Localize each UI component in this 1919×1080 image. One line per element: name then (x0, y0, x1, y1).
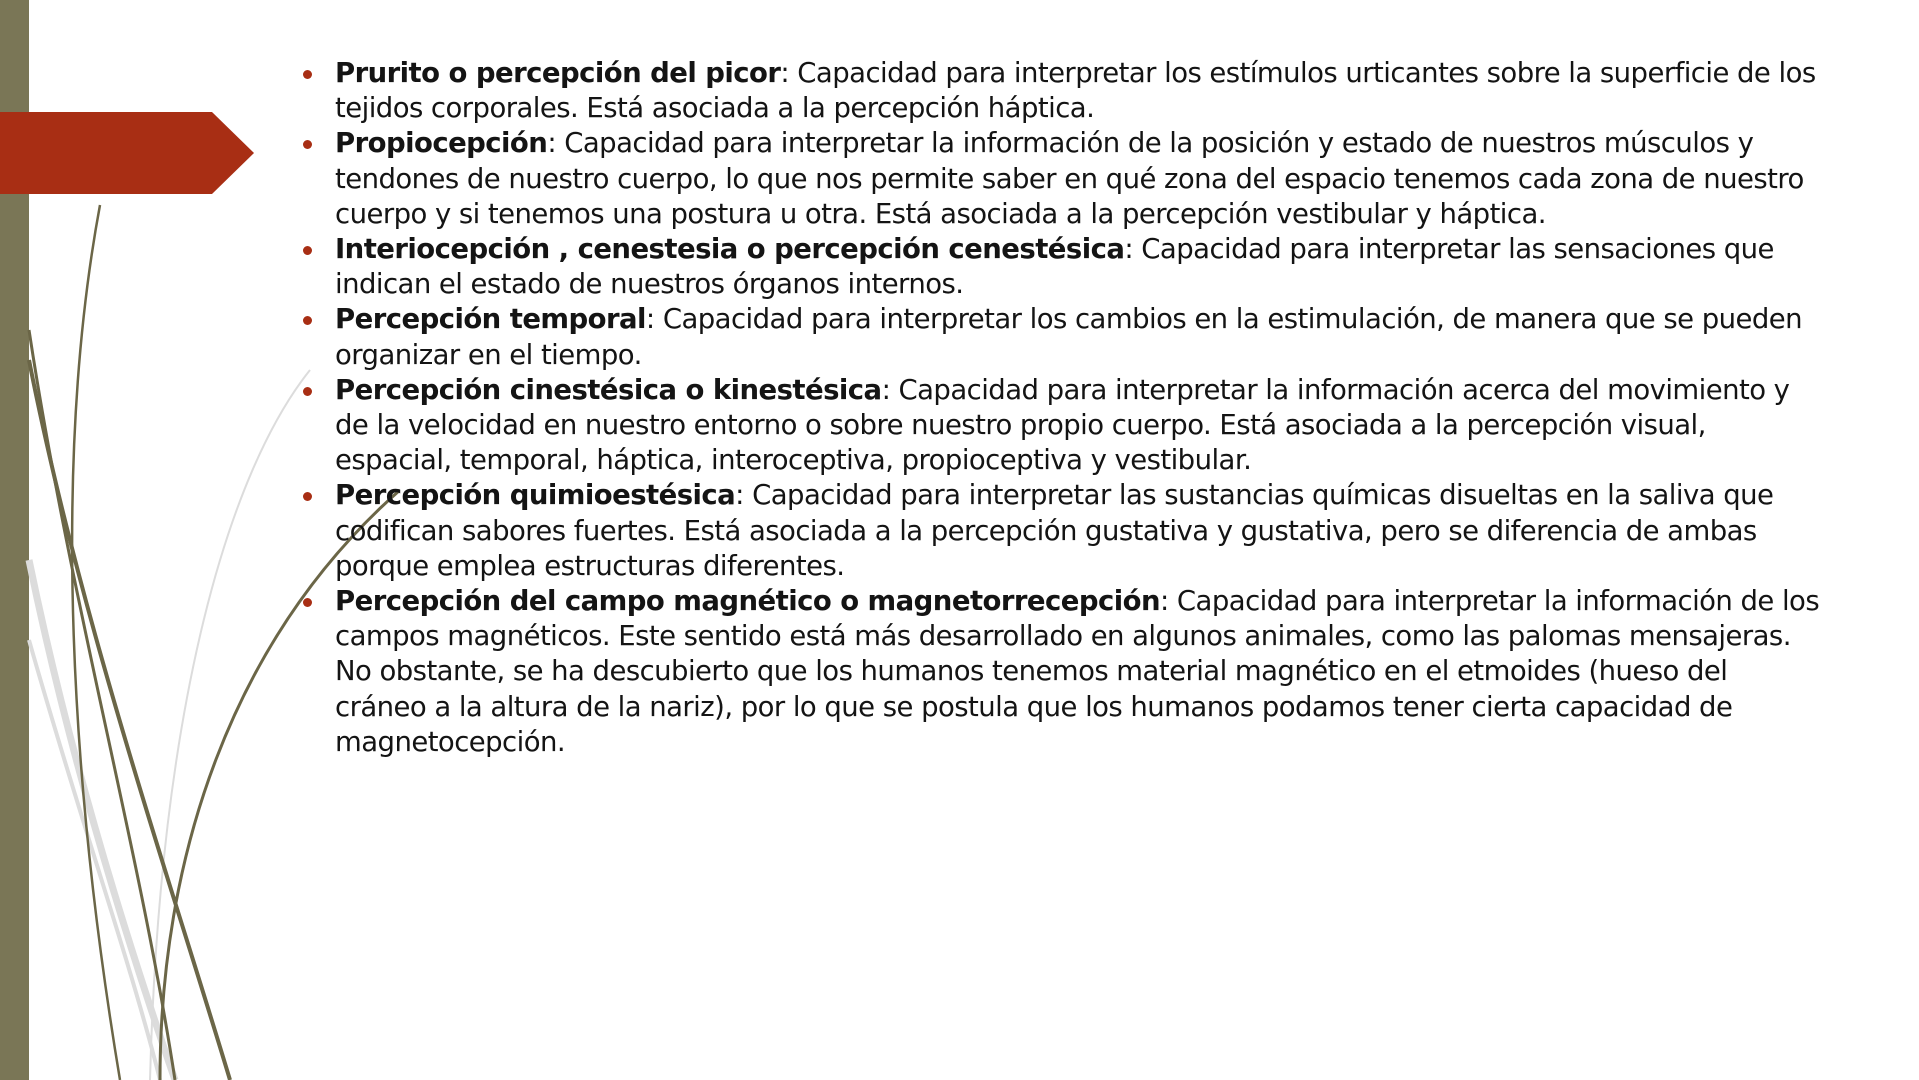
item-text: : Capacidad para interpretar los estímulos urticantes sobre la superficie de los tejidos corporales. Está asociada a la percepción háptica. (335, 57, 1816, 125)
list-item (300, 478, 1820, 584)
bullet-dot-icon (303, 316, 312, 325)
bullet-dot-icon (303, 140, 312, 149)
item-term: Interiocepción , cenestesia o percepción cenestésica (335, 233, 1125, 266)
item-term: Percepción cinestésica o kinestésica (335, 373, 882, 406)
bullet-dot-icon (303, 70, 312, 79)
item-term: Percepción temporal (335, 303, 646, 336)
list-item (300, 232, 1820, 302)
list-item (300, 56, 1820, 126)
item-text: : Capacidad para interpretar las sustancias químicas disueltas en la saliva que codifican sabores fuertes. Está asociada a la percepción gustativa y gustativa, pero se diferencia de ambas porque emplea estructuras diferentes. (335, 479, 1774, 582)
item-text: : Capacidad para interpretar la información acerca del movimiento y de la velocidad en nuestro entorno o sobre nuestro propio cuerpo. Está asociada a la percepción visual, espacial, temporal, háptica, interoceptiva, propioceptiva y vestibular. (335, 373, 1790, 477)
item-term: Percepción del campo magnético o magnetorrecepción (335, 585, 1160, 618)
item-text: : Capacidad para interpretar la información de la posición y estado de nuestros músculos y tendones de nuestro cuerpo, lo que nos permite saber en qué zona del espacio tenemos cada zona de nuestro cuerpo y si tenemos una postura u otra. Está asociada a la percepción vestibular y háptica. (335, 127, 1804, 230)
red-arrow-shape (0, 112, 254, 194)
item-text: : Capacidad para interpretar la información de los campos magnéticos. Este sentido está más desarrollado en algunos animales, como las palomas mensajeras. No obstante, se ha descubierto que los humanos tenemos material magnético en el etmoides (hueso del cráneo a la altura de la nariz), por lo que se postula que los humanos podamos tener cierta capacidad de magnetocepción. (335, 585, 1820, 758)
bullet-dot-icon (303, 492, 312, 501)
item-term: Prurito o percepción del picor (335, 57, 781, 89)
bullet-dot-icon (303, 598, 312, 607)
bullet-dot-icon (303, 246, 312, 255)
bullet-dot-icon (303, 387, 312, 396)
item-term: Percepción quimioestésica (335, 479, 736, 512)
bullet-list (300, 56, 1820, 760)
item-text: : Capacidad para interpretar las sensaciones que indican el estado de nuestros órganos internos. (335, 233, 1774, 301)
list-item (300, 373, 1820, 479)
list-item (300, 584, 1820, 760)
item-text: : Capacidad para interpretar los cambios en la estimulación, de manera que se pueden organizar en el tiempo. (335, 303, 1803, 371)
content-area (300, 56, 1820, 760)
item-term: Propiocepción (335, 127, 548, 160)
list-item (300, 302, 1820, 372)
list-item (300, 126, 1820, 232)
